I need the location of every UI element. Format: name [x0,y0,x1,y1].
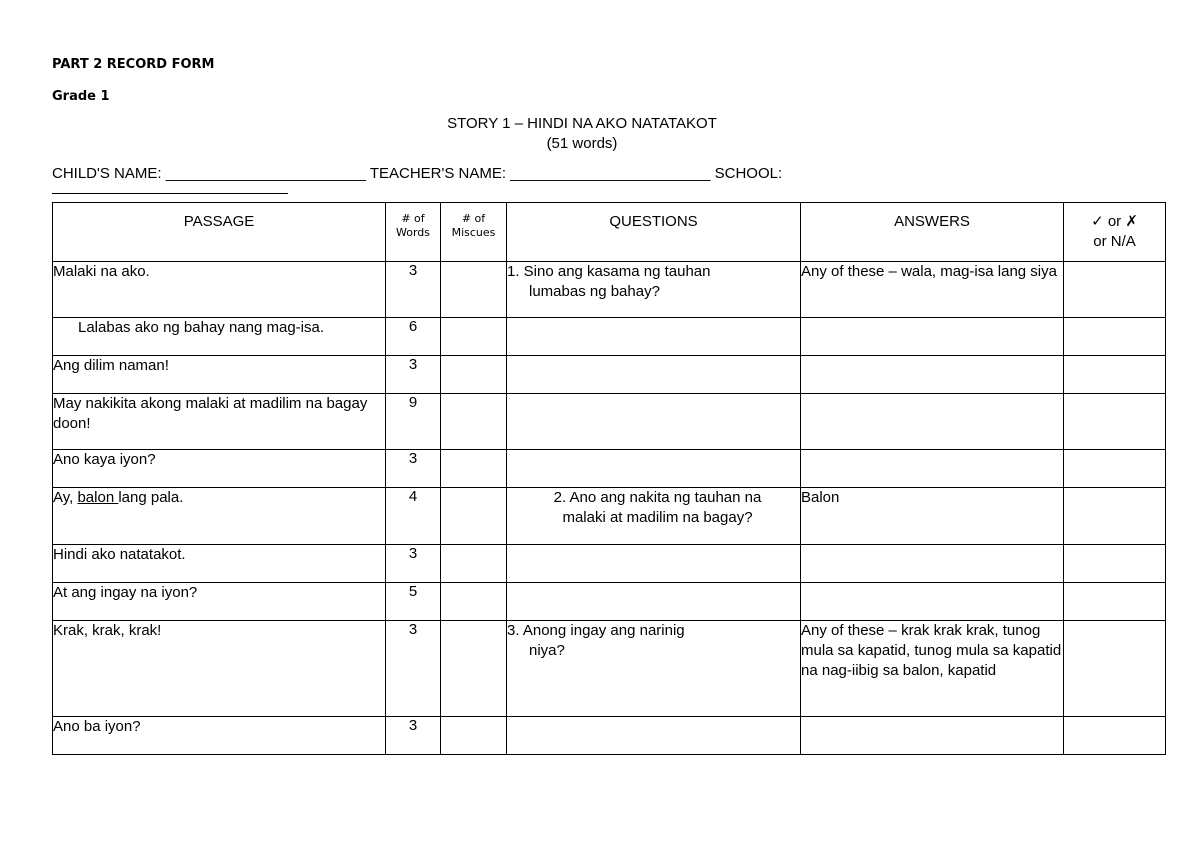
miscues-header-line2: Miscues [451,226,496,239]
answer-cell: Balon [801,488,1064,545]
miscues-cell[interactable] [441,488,507,545]
answer-cell [801,394,1064,450]
answer-cell [801,717,1064,755]
passage-text: Ay, [53,489,78,506]
mark-header [1064,203,1166,262]
question-line: malaki at madilim na bagay? [562,509,753,526]
answer-cell [801,356,1064,394]
answer-cell [801,583,1064,621]
passage-cell: May nakikita akong malaki at madilim na bagay doon! [53,394,386,450]
passage-cell: Krak, krak, krak! [53,621,386,717]
question-cell [507,318,801,356]
miscues-cell[interactable] [441,262,507,318]
answer-cell: Any of these – krak krak krak, tunog mula sa kapatid, tunog mula sa kapatid na nag-iibig sa balon, kapatid [801,621,1064,717]
question-cell [507,262,801,318]
mark-header-line2: or N/A [1093,233,1136,250]
passage-text: lang pala. [118,489,184,506]
record-table [52,202,1166,755]
miscues-cell[interactable] [441,545,507,583]
words-cell: 5 [386,583,441,621]
mark-cell[interactable] [1064,583,1166,621]
table-row [53,545,1166,583]
answers-header: ANSWERS [801,203,1064,262]
mark-cell[interactable] [1064,394,1166,450]
passage-underlined-word: balon [77,489,119,506]
words-header-line2: Words [395,226,430,239]
miscues-header [441,203,507,262]
answer-cell [801,545,1064,583]
grade-label: Grade 1 [52,89,110,104]
names-line [52,165,782,182]
miscues-cell[interactable] [441,717,507,755]
question-line: 2. Ano ang nakita ng tauhan na [553,489,762,506]
question-line: 3. Anong ingay ang narinig [507,622,685,639]
table-row [53,394,1166,450]
teacher-name-field[interactable]: TEACHER'S NAME: ________________________ [369,165,711,182]
school-blank-line [52,193,288,194]
table-row [53,262,1166,318]
table-row [53,318,1166,356]
question-cell [507,356,801,394]
question-cell [507,583,801,621]
words-cell: 3 [386,621,441,717]
answer-cell [801,318,1064,356]
question-cell [507,450,801,488]
child-name-field[interactable]: CHILD'S NAME: ________________________ [52,165,366,182]
table-row [53,488,1166,545]
passage-cell: Ano kaya iyon? [53,450,386,488]
question-cell [507,394,801,450]
words-cell: 3 [386,717,441,755]
table-row [53,450,1166,488]
school-field[interactable]: SCHOOL: [714,165,783,182]
miscues-cell[interactable] [441,394,507,450]
table-header-row [53,203,1166,262]
table-row [53,356,1166,394]
answer-cell: Any of these – wala, mag-isa lang siya [801,262,1064,318]
words-header-line1: # of [401,212,425,225]
table-row [53,621,1166,717]
words-cell: 3 [386,450,441,488]
passage-header: PASSAGE [53,203,386,262]
question-line: 1. Sino ang kasama ng tauhan [507,263,711,280]
story-title-block [0,114,1164,154]
miscues-cell[interactable] [441,356,507,394]
mark-cell[interactable] [1064,621,1166,717]
question-cell [507,717,801,755]
passage-cell: Hindi ako natatakot. [53,545,386,583]
mark-cell[interactable] [1064,488,1166,545]
table-row [53,583,1166,621]
question-cell [507,488,801,545]
passage-cell: At ang ingay na iyon? [53,583,386,621]
question-cell [507,621,801,717]
question-cell [507,545,801,583]
questions-header: QUESTIONS [507,203,801,262]
passage-cell: Lalabas ako ng bahay nang mag-isa. [53,318,386,356]
passage-cell: Ano ba iyon? [53,717,386,755]
mark-cell[interactable] [1064,262,1166,318]
question-line: niya? [529,642,565,659]
mark-cell[interactable] [1064,356,1166,394]
mark-cell[interactable] [1064,717,1166,755]
words-cell: 3 [386,262,441,318]
mark-cell[interactable] [1064,318,1166,356]
passage-cell: Ang dilim naman! [53,356,386,394]
miscues-cell[interactable] [441,621,507,717]
words-cell: 4 [386,488,441,545]
story-title: STORY 1 – HINDI NA AKO NATATAKOT [447,115,717,132]
words-cell: 3 [386,545,441,583]
mark-header-line1: ✓ or ✗ [1091,213,1138,230]
miscues-cell[interactable] [441,318,507,356]
words-cell: 6 [386,318,441,356]
miscues-cell[interactable] [441,450,507,488]
story-word-count: (51 words) [546,135,618,152]
miscues-cell[interactable] [441,583,507,621]
words-cell: 3 [386,356,441,394]
mark-cell[interactable] [1064,545,1166,583]
words-cell: 9 [386,394,441,450]
table-row [53,717,1166,755]
form-part-title: PART 2 RECORD FORM [52,57,215,72]
passage-cell [53,488,386,545]
mark-cell[interactable] [1064,450,1166,488]
miscues-header-line1: # of [461,212,486,225]
words-header [386,203,441,262]
answer-cell [801,450,1064,488]
question-line: lumabas ng bahay? [529,283,660,300]
passage-cell: Malaki na ako. [53,262,386,318]
